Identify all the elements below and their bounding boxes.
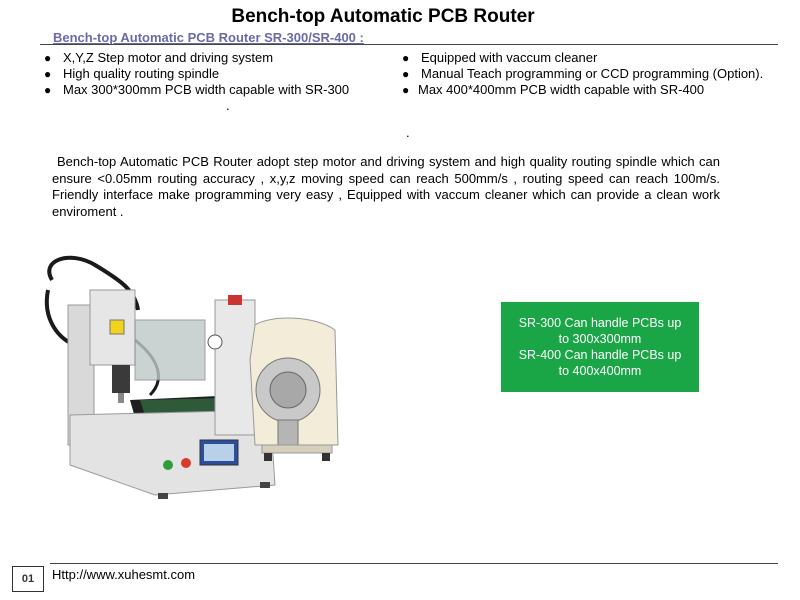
- pcb-router-photo: [40, 250, 360, 505]
- note-line: to 300x300mm: [558, 332, 642, 346]
- product-description: Bench-top Automatic PCB Router adopt step motor and driving system and high quality routing spindle which can ensure <0.05mm routing accuracy , x,y,z moving speed can reach 500mm/s , routing speed can reach 100m/s. Friendly interface make programming very easy , Equipped with vaccum cleaner which can provide a clean work enviroment .: [52, 154, 720, 219]
- feature-list-right: [402, 50, 763, 98]
- bullet-dot-icon: ●: [402, 67, 410, 81]
- feature-item: ● X,Y,Z Step motor and driving system: [44, 50, 274, 65]
- bullet-dot-icon: ●: [402, 51, 410, 65]
- note-line: SR-300 Can handle PCBs up: [518, 316, 682, 330]
- page-number: 01: [12, 566, 44, 592]
- top-divider: [40, 44, 778, 45]
- stray-dot: .: [226, 98, 230, 113]
- model-capacity-note: [501, 302, 699, 392]
- product-subtitle: Bench-top Automatic PCB Router SR-300/SR-400 :: [53, 30, 364, 45]
- stray-dot: .: [406, 125, 410, 140]
- feature-item: ● High quality routing spindle: [44, 66, 220, 81]
- footer-url[interactable]: Http://www.xuhesmt.com: [52, 567, 196, 582]
- bullet-dot-icon: ●: [402, 83, 410, 97]
- bullet-dot-icon: ●: [44, 67, 52, 81]
- feature-list-left: [44, 50, 349, 98]
- page-title: Bench-top Automatic PCB Router: [231, 6, 535, 27]
- feature-item: ● Max 300*300mm PCB width capable with SR-300: [44, 82, 350, 97]
- note-line: to 400x400mm: [558, 364, 642, 378]
- feature-item: ● Manual Teach programming or CCD programming (Option).: [402, 66, 764, 81]
- bullet-dot-icon: ●: [44, 51, 52, 65]
- feature-item: ● Max 400*400mm PCB width capable with SR-400: [402, 82, 705, 97]
- bullet-dot-icon: ●: [44, 83, 52, 97]
- bottom-divider: [50, 563, 778, 564]
- note-line: SR-400 Can handle PCBs up: [518, 348, 682, 362]
- feature-item: ● Equipped with vaccum cleaner: [402, 50, 598, 65]
